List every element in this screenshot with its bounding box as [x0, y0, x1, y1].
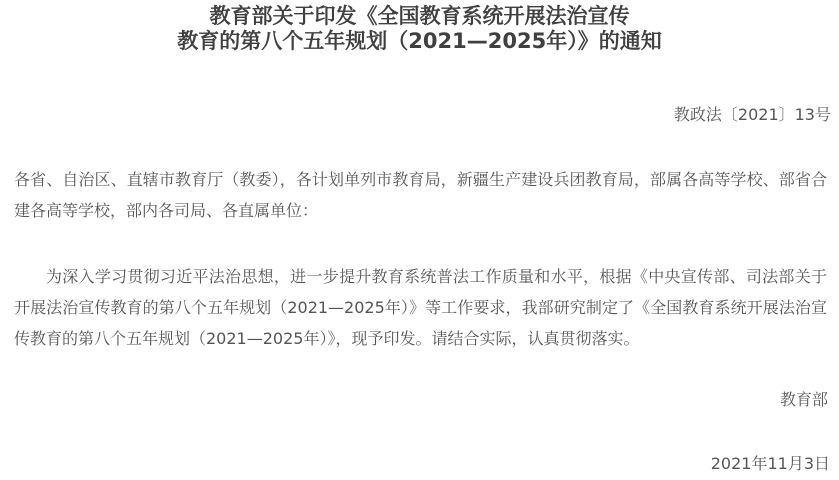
document-title	[0, 4, 839, 54]
document-reference-number: 教政法〔2021〕13号	[673, 105, 831, 124]
document-title-line-1: 教育部关于印发《全国教育系统开展法治宣传	[209, 4, 630, 28]
body-paragraph: 为深入学习贯彻习近平法治思想，进一步提升教育系统普法工作质量和水平，根据《中央宣传部、司法部关于开展法治宣传教育的第八个五年规划（2021—2025年）》等工作要求，我部研究制定了《全国教育系统开展法治宣传教育的第八个五年规划（2021—2025年）》，现予印发。请结合实际，认真贯彻落实。	[14, 267, 827, 348]
issue-date: 2021年11月3日	[710, 454, 830, 473]
document-title-line-2: 教育的第八个五年规划（2021—2025年）》的通知	[177, 29, 662, 53]
recipients-paragraph: 各省、自治区、直辖市教育厅（教委），各计划单列市教育局，新疆生产建设兵团教育局，部属各高等学校、部省合建各高等学校，部内各司局、各直属单位：	[14, 170, 827, 220]
issuer-signature: 教育部	[779, 390, 828, 409]
